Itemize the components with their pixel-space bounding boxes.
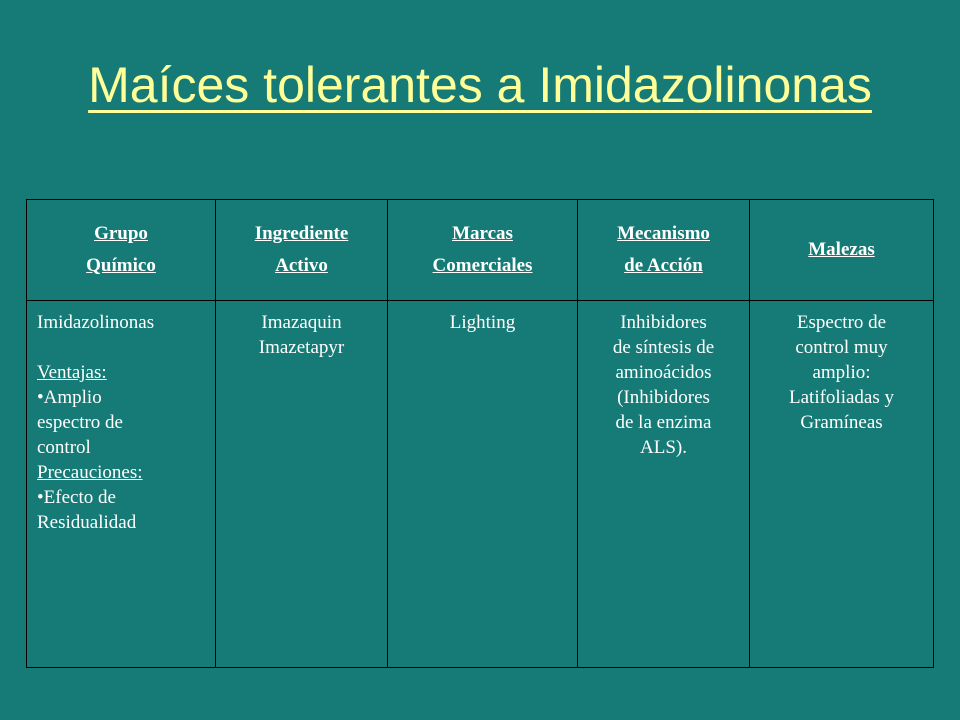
- ventajas-line: •Amplio: [37, 387, 102, 408]
- precauciones-line: •Efecto de: [37, 487, 116, 508]
- cell-ingrediente-activo: Imazaquin Imazetapyr: [216, 301, 388, 668]
- ventajas-line: espectro de: [37, 412, 123, 433]
- cell-mecanismo-accion: Inhibidores de síntesis de aminoácidos (Inhibidores de la enzima ALS).: [578, 301, 750, 668]
- cell-grupo-quimico: [27, 301, 216, 668]
- table-row: [27, 301, 934, 668]
- table-header-row: [27, 200, 934, 301]
- slide-title: Maíces tolerantes a Imidazolinonas: [88, 57, 872, 113]
- header-grupo-quimico: Grupo Químico: [27, 200, 216, 301]
- cell-marcas-comerciales: Lighting: [388, 301, 578, 668]
- precauciones-label: Precauciones:: [37, 462, 143, 483]
- header-malezas: Malezas: [750, 200, 934, 301]
- header-ingrediente-activo: Ingrediente Activo: [216, 200, 388, 301]
- ventajas-line: control: [37, 437, 91, 458]
- header-mecanismo-accion: Mecanismo de Acción: [578, 200, 750, 301]
- cell-malezas: Espectro de control muy amplio: Latifoliadas y Gramíneas: [750, 301, 934, 668]
- header-marcas-comerciales: Marcas Comerciales: [388, 200, 578, 301]
- precauciones-line: Residualidad: [37, 512, 137, 533]
- grupo-name: Imidazolinonas: [37, 312, 155, 333]
- herbicide-table: [26, 199, 934, 668]
- ventajas-label: Ventajas:: [37, 362, 107, 383]
